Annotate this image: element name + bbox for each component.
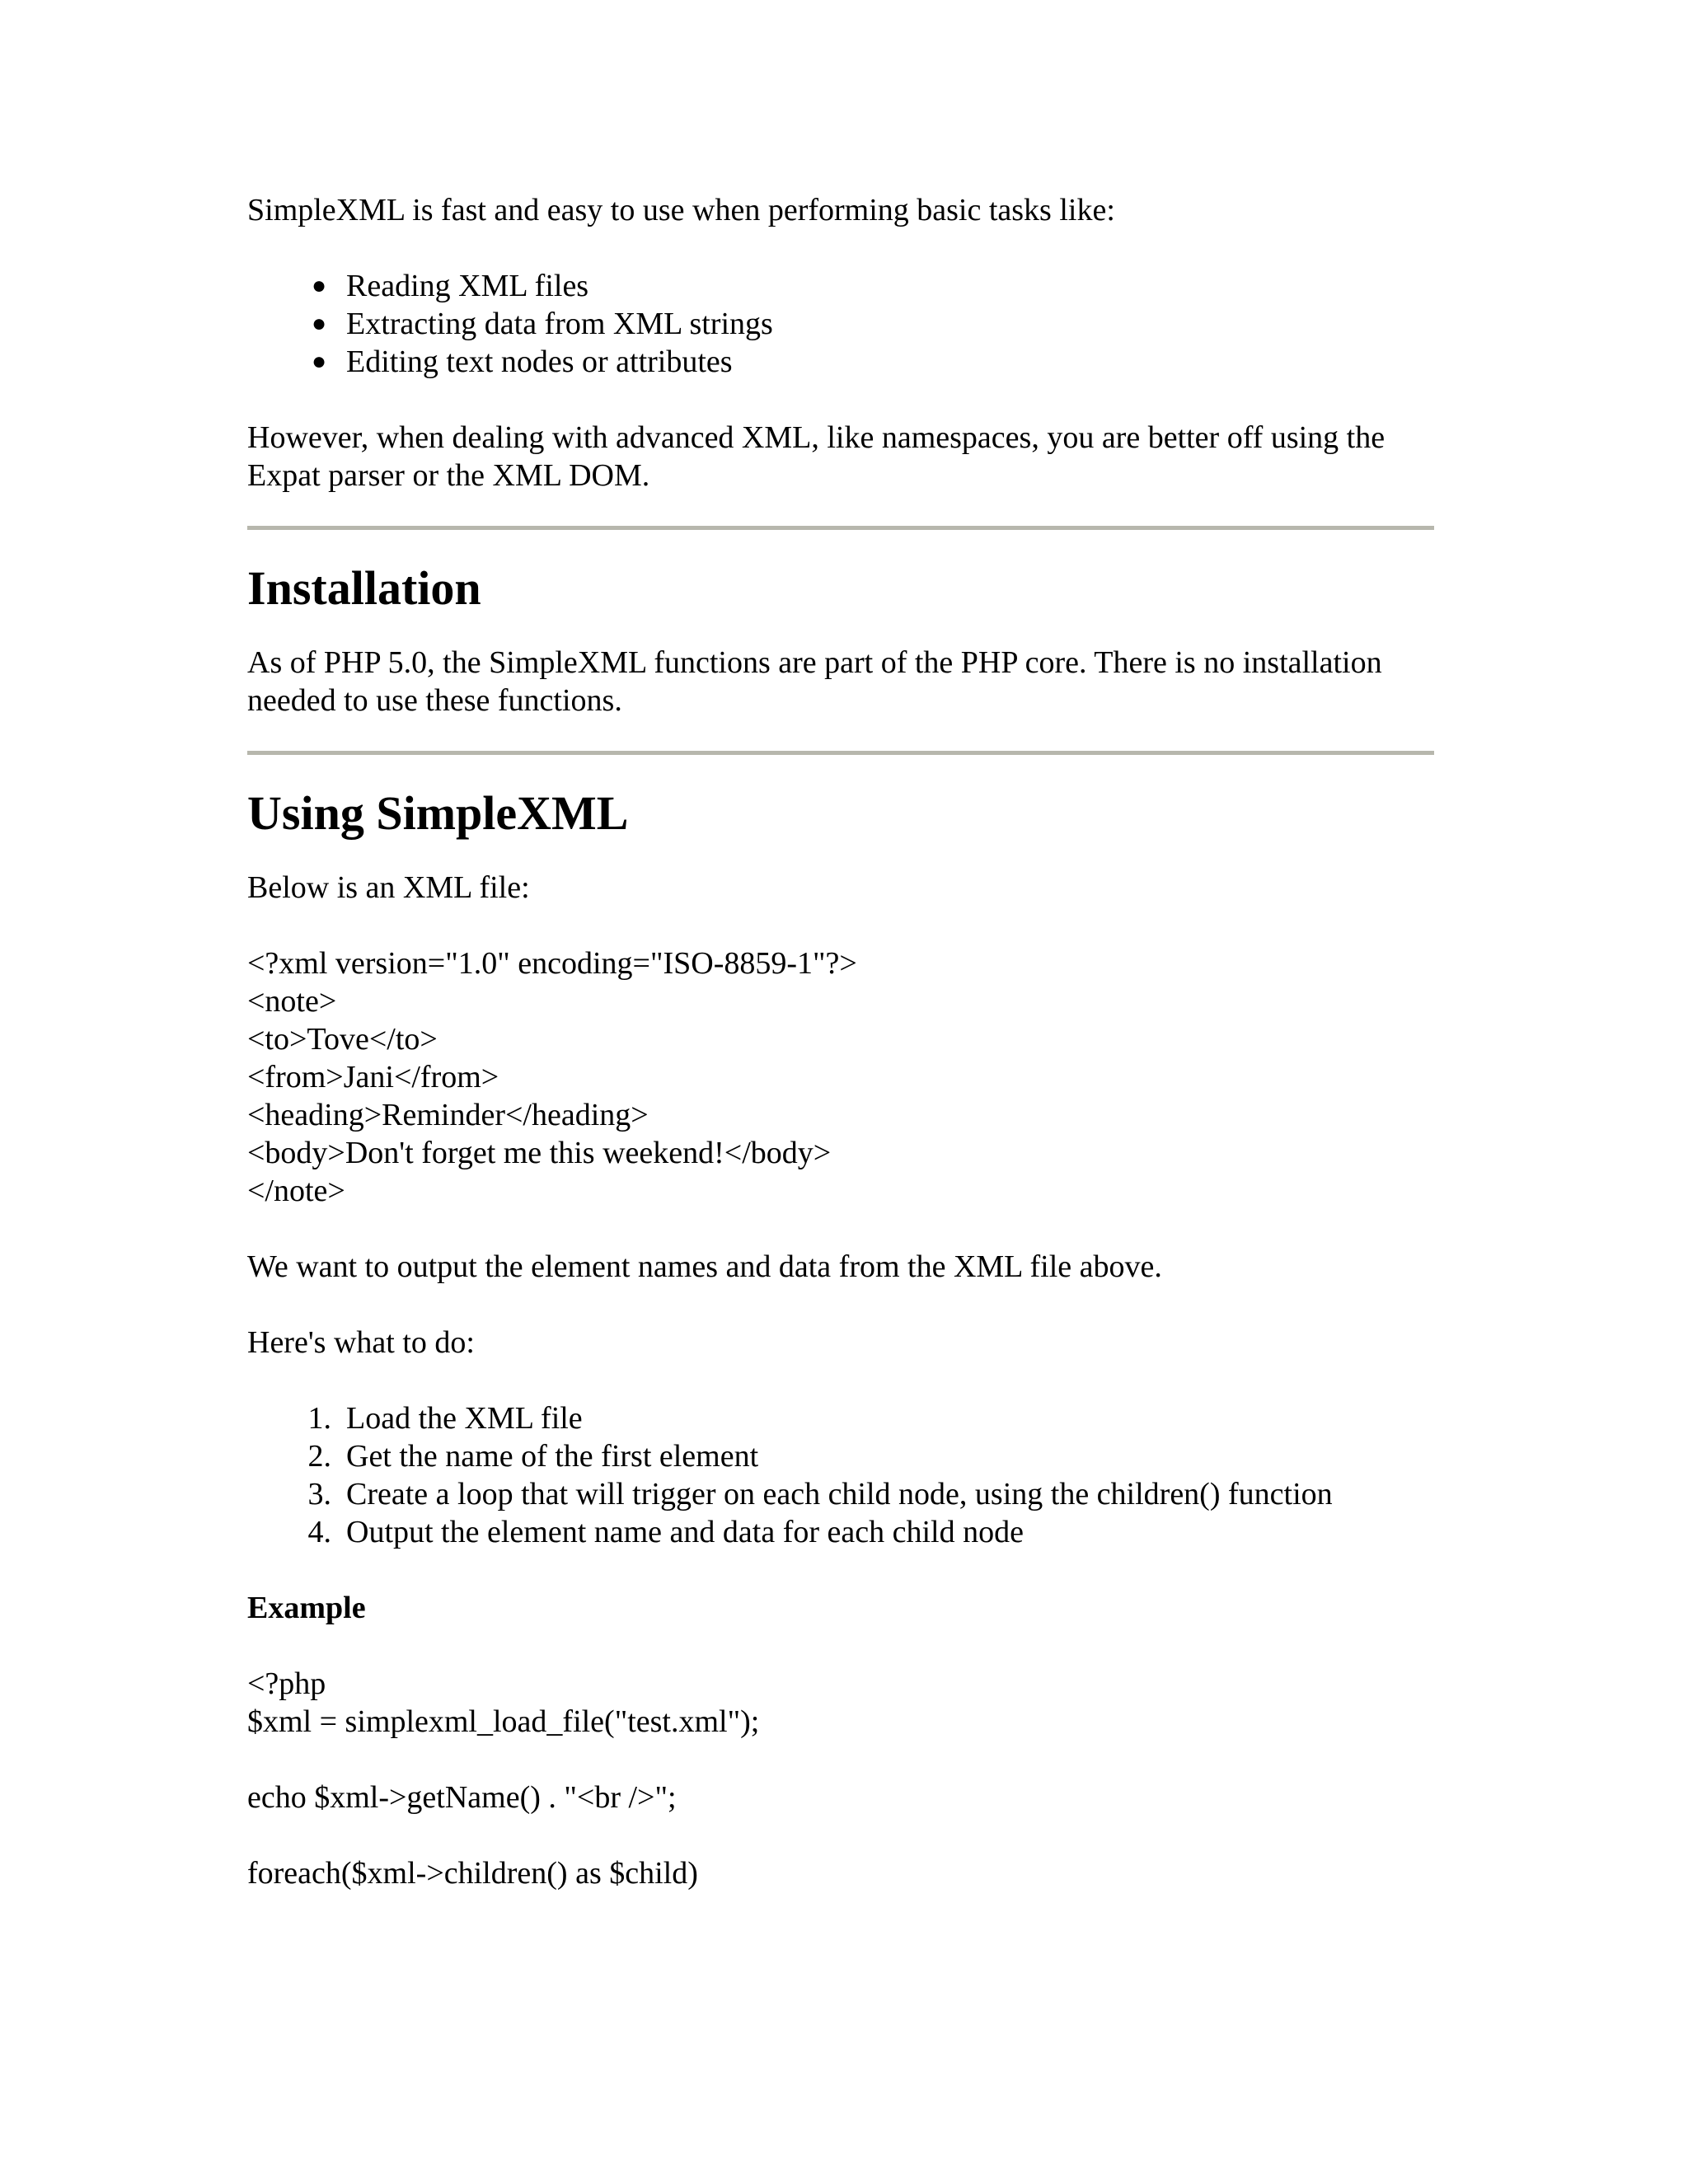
code-line: $xml = simplexml_load_file("test.xml"); xyxy=(247,1704,760,1739)
list-item-text: Extracting data from XML strings xyxy=(346,307,773,341)
step-number: 4. xyxy=(307,1515,331,1549)
xml-line: <to>Tove</to> xyxy=(247,1022,438,1057)
xml-line: </note> xyxy=(247,1174,345,1208)
xml-line: <note> xyxy=(247,984,337,1019)
list-item-text: Get the name of the first element xyxy=(346,1439,759,1474)
list-item xyxy=(247,1513,1434,1551)
step-number: 2. xyxy=(307,1439,331,1474)
list-item-text: Create a loop that will trigger on each child node, using the children() function xyxy=(346,1477,1333,1511)
intro-paragraph: SimpleXML is fast and easy to use when performing basic tasks like: xyxy=(247,193,1115,227)
however-paragraph: However, when dealing with advanced XML, like namespaces, you are better off using the Expat parser or the XML DOM. xyxy=(247,420,1386,493)
xml-line: <body>Don't forget me this weekend!</body> xyxy=(247,1136,832,1170)
using-heading: Using SimpleXML xyxy=(247,786,629,840)
list-item xyxy=(247,1475,1434,1513)
below-paragraph: Below is an XML file: xyxy=(247,870,530,905)
task-list xyxy=(247,267,1434,381)
list-item-text: Output the element name and data for each child node xyxy=(346,1515,1024,1549)
list-item xyxy=(247,267,1434,305)
list-item xyxy=(247,1399,1434,1437)
xml-line: <?xml version="1.0" encoding="ISO-8859-1"?> xyxy=(247,946,857,981)
list-item-text: Load the XML file xyxy=(346,1401,583,1436)
bullet-icon: ● xyxy=(312,310,327,337)
code-line: <?php xyxy=(247,1666,326,1701)
example-label: Example xyxy=(247,1591,366,1625)
heres-paragraph: Here's what to do: xyxy=(247,1325,475,1360)
xml-listing xyxy=(247,944,1434,1210)
list-item xyxy=(247,343,1434,381)
list-item xyxy=(247,305,1434,343)
code-line: foreach($xml->children() as $child) xyxy=(247,1856,698,1891)
installation-paragraph: As of PHP 5.0, the SimpleXML functions are part of the PHP core. There is no installation needed to use these functions. xyxy=(247,645,1382,718)
section-divider xyxy=(247,751,1434,755)
step-number: 1. xyxy=(307,1401,331,1436)
document-page xyxy=(247,191,1434,1892)
step-number: 3. xyxy=(307,1477,331,1511)
section-divider xyxy=(247,526,1434,530)
want-paragraph: We want to output the element names and data from the XML file above. xyxy=(247,1249,1162,1284)
steps-list xyxy=(247,1399,1434,1551)
bullet-icon: ● xyxy=(312,272,327,299)
list-item xyxy=(247,1437,1434,1475)
list-item-text: Reading XML files xyxy=(346,269,589,303)
installation-heading: Installation xyxy=(247,561,481,615)
code-line: echo $xml->getName() . "<br />"; xyxy=(247,1780,677,1815)
php-code-listing xyxy=(247,1665,1434,1892)
list-item-text: Editing text nodes or attributes xyxy=(346,344,733,379)
xml-line: <heading>Reminder</heading> xyxy=(247,1098,649,1132)
bullet-icon: ● xyxy=(312,348,327,375)
xml-line: <from>Jani</from> xyxy=(247,1060,499,1094)
